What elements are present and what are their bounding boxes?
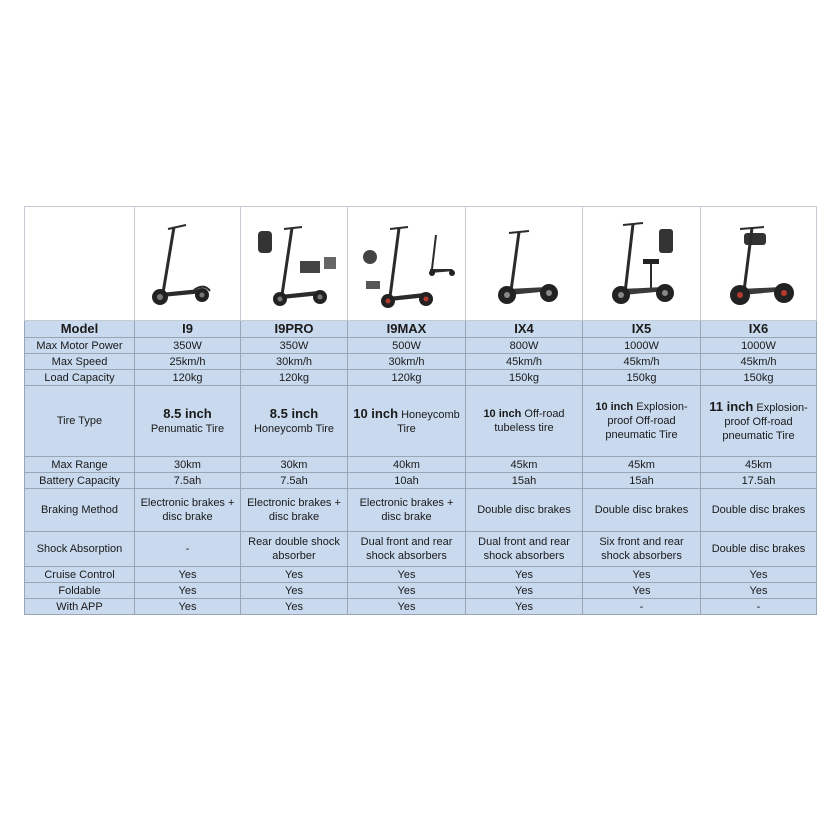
blank-corner-cell — [25, 207, 135, 321]
row-label-with-app: With APP — [25, 599, 135, 615]
table-cell: 150kg — [583, 370, 701, 386]
table-cell: Yes — [583, 567, 701, 583]
table-cell: Electronic brakes + disc brake — [348, 489, 466, 532]
table-cell: Double disc brakes — [466, 489, 583, 532]
image-cell-i9pro — [241, 207, 348, 321]
model-name-ix6: IX6 — [701, 321, 817, 338]
row-label-motor-power: Max Motor Power — [25, 338, 135, 354]
model-name-i9: I9 — [135, 321, 241, 338]
image-cell-ix4 — [466, 207, 583, 321]
tire-size: 8.5 inch — [163, 405, 212, 421]
table-cell: 30km — [241, 457, 348, 473]
foldable-row — [25, 583, 817, 599]
motor-power-row — [25, 338, 817, 354]
tire-cell-ix4 — [466, 386, 583, 457]
table-cell: 45km/h — [466, 354, 583, 370]
table-cell: 120kg — [348, 370, 466, 386]
tire-size: 10 inch — [483, 408, 522, 420]
model-name-ix4: IX4 — [466, 321, 583, 338]
table-cell: 10ah — [348, 473, 466, 489]
table-cell: 15ah — [466, 473, 583, 489]
row-label-tire-type: Tire Type — [25, 386, 135, 457]
table-cell: 17.5ah — [701, 473, 817, 489]
tire-size: 8.5 inch — [269, 405, 319, 421]
table-cell: 30km/h — [348, 354, 466, 370]
braking-method-row — [25, 489, 817, 532]
row-label-cruise-control: Cruise Control — [25, 567, 135, 583]
table-cell: Yes — [241, 599, 348, 615]
table-cell: - — [583, 599, 701, 615]
table-cell: 350W — [241, 338, 348, 354]
cruise-control-row — [25, 567, 817, 583]
table-cell: 1000W — [583, 338, 701, 354]
row-label-load-capacity: Load Capacity — [25, 370, 135, 386]
table-cell: Yes — [135, 583, 241, 599]
table-cell: Yes — [701, 567, 817, 583]
table-cell: Dual front and rear shock absorbers — [348, 532, 466, 567]
table-cell: Yes — [241, 583, 348, 599]
scooter-i9-icon — [138, 211, 238, 316]
table-cell: Double disc brakes — [701, 489, 817, 532]
tire-desc: Honeycomb Tire — [253, 422, 335, 435]
tire-size: 10 inch — [595, 401, 634, 413]
tire-cell-i9max — [348, 386, 466, 457]
table-cell: Electronic brakes + disc brake — [241, 489, 348, 532]
image-cell-ix5 — [583, 207, 701, 321]
table-cell: Yes — [466, 599, 583, 615]
table-cell: Yes — [701, 583, 817, 599]
tire-size: 11 inch — [709, 398, 754, 414]
table-cell: 500W — [348, 338, 466, 354]
image-cell-i9 — [135, 207, 241, 321]
table-cell: 1000W — [701, 338, 817, 354]
tire-cell-i9pro — [241, 386, 348, 457]
table-cell: Dual front and rear shock absorbers — [466, 532, 583, 567]
spec-comparison-sheet — [24, 206, 816, 615]
load-capacity-row — [25, 370, 817, 386]
image-cell-i9max — [348, 207, 466, 321]
model-name-ix5: IX5 — [583, 321, 701, 338]
image-cell-ix6 — [701, 207, 817, 321]
table-cell: 800W — [466, 338, 583, 354]
table-cell: - — [135, 532, 241, 567]
table-cell: 45km/h — [701, 354, 817, 370]
table-cell: 120kg — [135, 370, 241, 386]
row-label-max-range: Max Range — [25, 457, 135, 473]
table-cell: - — [701, 599, 817, 615]
table-cell: 120kg — [241, 370, 348, 386]
scooter-ix4-icon — [469, 211, 579, 316]
tire-cell-i9 — [135, 386, 241, 457]
tire-size: 10 inch — [353, 405, 399, 421]
tire-desc: Explosion-proof Off-road pneumatic Tire — [722, 401, 808, 442]
max-range-row — [25, 457, 817, 473]
row-label-braking-method: Braking Method — [25, 489, 135, 532]
table-cell: Yes — [135, 567, 241, 583]
table-cell: 40km — [348, 457, 466, 473]
table-cell: 45km — [583, 457, 701, 473]
row-label-foldable: Foldable — [25, 583, 135, 599]
table-cell: Yes — [583, 583, 701, 599]
tire-desc: Explosion-proof Off-road pneumatic Tire — [605, 401, 688, 441]
tire-desc: Penumatic Tire — [150, 422, 225, 435]
table-cell: 30km/h — [241, 354, 348, 370]
table-cell: 150kg — [701, 370, 817, 386]
table-cell: 15ah — [583, 473, 701, 489]
table-cell: 45km — [466, 457, 583, 473]
tire-desc: Honeycomb Tire — [397, 408, 460, 435]
scooter-i9max-icon — [352, 211, 462, 316]
table-cell: 7.5ah — [241, 473, 348, 489]
table-cell: Yes — [135, 599, 241, 615]
model-name-i9max: I9MAX — [348, 321, 466, 338]
row-label-shock-absorption: Shock Absorption — [25, 532, 135, 567]
table-cell: 150kg — [466, 370, 583, 386]
scooter-ix5-icon — [587, 211, 697, 316]
table-cell: Yes — [348, 583, 466, 599]
table-cell: 7.5ah — [135, 473, 241, 489]
scooter-i9pro-icon — [244, 211, 344, 316]
table-cell: Yes — [348, 567, 466, 583]
tire-cell-ix5 — [583, 386, 701, 457]
table-cell: 30km — [135, 457, 241, 473]
row-label-model: Model — [25, 321, 135, 338]
model-name-i9pro: I9PRO — [241, 321, 348, 338]
table-cell: Rear double shock absorber — [241, 532, 348, 567]
scooter-ix6-icon — [704, 211, 814, 316]
table-cell: 25km/h — [135, 354, 241, 370]
table-cell: 45km — [701, 457, 817, 473]
table-cell: Yes — [241, 567, 348, 583]
table-cell: 45km/h — [583, 354, 701, 370]
row-label-max-speed: Max Speed — [25, 354, 135, 370]
product-image-row — [25, 207, 817, 321]
table-cell: Yes — [466, 567, 583, 583]
row-label-battery-capacity: Battery Capacity — [25, 473, 135, 489]
tire-type-row — [25, 386, 817, 457]
spec-comparison-table — [24, 206, 817, 615]
table-cell: Double disc brakes — [701, 532, 817, 567]
table-cell: Double disc brakes — [583, 489, 701, 532]
table-cell: Six front and rear shock absorbers — [583, 532, 701, 567]
table-cell: Yes — [466, 583, 583, 599]
tire-desc: Off-road tubeless tire — [494, 408, 565, 434]
battery-capacity-row — [25, 473, 817, 489]
max-speed-row — [25, 354, 817, 370]
table-cell: Yes — [348, 599, 466, 615]
table-cell: 350W — [135, 338, 241, 354]
table-cell: Electronic brakes + disc brake — [135, 489, 241, 532]
shock-absorption-row — [25, 532, 817, 567]
model-row — [25, 321, 817, 338]
tire-cell-ix6 — [701, 386, 817, 457]
with-app-row — [25, 599, 817, 615]
